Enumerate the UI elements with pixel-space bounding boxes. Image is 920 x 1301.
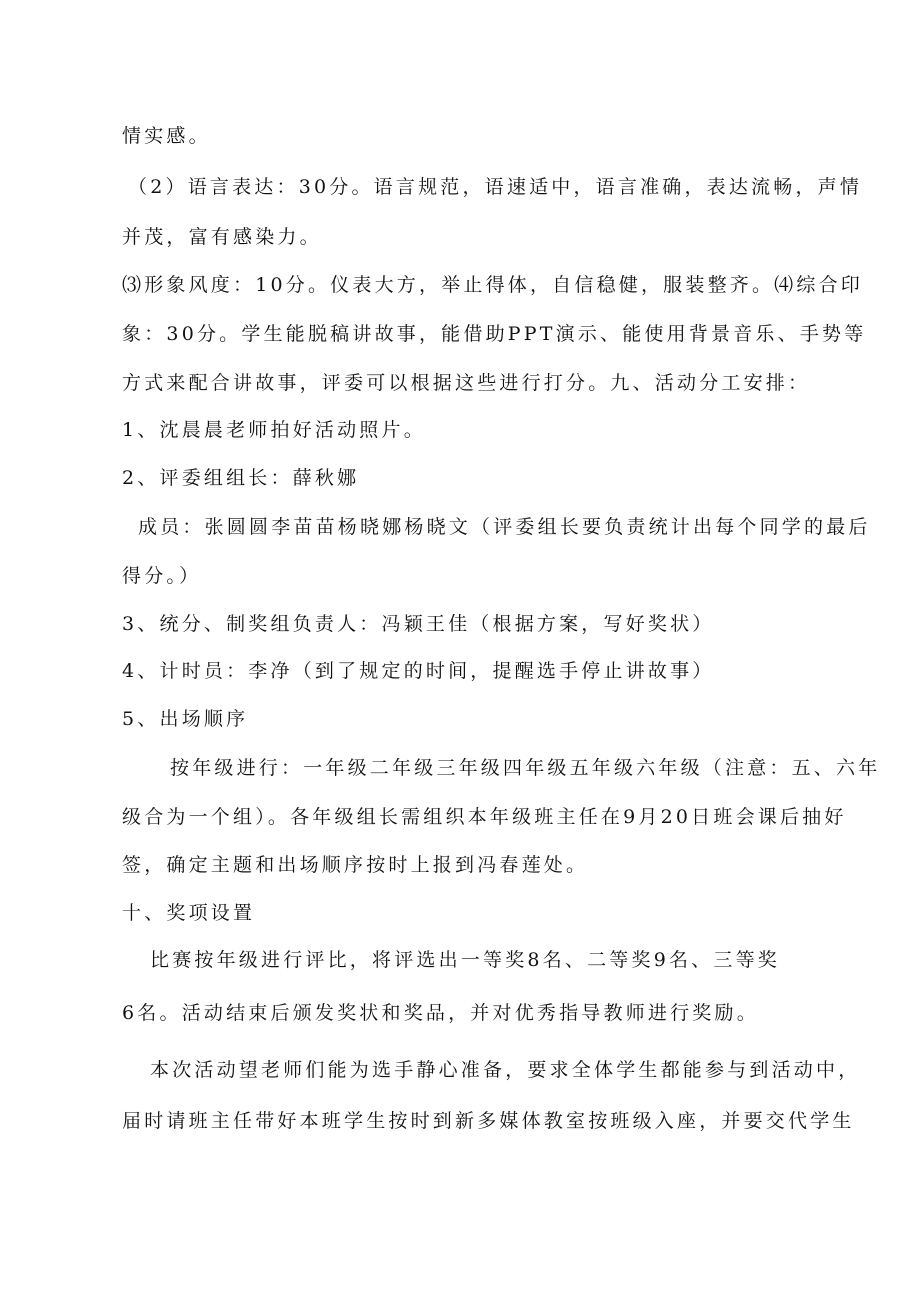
text-line-4: ⑶形象风度：10分。仪表大方，举止得体，自信稳健，服装整齐。⑷综合印: [122, 274, 863, 296]
text-line-16: 签，确定主题和出场顺序按时上报到冯春莲处。: [122, 854, 589, 876]
text-line-18: 比赛按年级进行评比，将评选出一等奖8名、二等奖9名、三等奖: [150, 949, 780, 971]
text-line-12: 4、计时员：李净（到了规定的时间，提醒选手停止讲故事）: [122, 660, 715, 682]
text-line-5: 象：30分。学生能脱稿讲故事，能借助PPT演示、能使用背景音乐、手势等: [122, 323, 867, 345]
text-line-17: 十、奖项设置: [122, 902, 256, 924]
text-line-3: 并茂，富有感染力。: [122, 226, 322, 248]
text-line-19: 6名。活动结束后颁发奖状和奖品，并对优秀指导教师进行奖励。: [122, 1002, 759, 1024]
text-line-9: 成员：张圆圆李苗苗杨晓娜杨晓文（评委组长要负责统计出每个同学的最后: [138, 516, 871, 538]
text-line-20: 本次活动望老师们能为选手静心准备，要求全体学生都能参与到活动中，: [150, 1059, 861, 1081]
text-line-2: （2）语言表达：30分。语言规范，语速适中，语言准确，表达流畅，声情: [128, 176, 863, 198]
text-line-13: 5、出场顺序: [122, 708, 249, 730]
text-line-7: 1、沈晨晨老师拍好活动照片。: [122, 419, 426, 441]
text-line-11: 3、统分、制奖组负责人：冯颖王佳（根据方案，写好奖状）: [122, 613, 715, 635]
text-line-14: 按年级进行：一年级二年级三年级四年级五年级六年级（注意：五、六年: [170, 757, 881, 779]
text-line-1: 情实感。: [122, 125, 211, 147]
text-line-21: 届时请班主任带好本班学生按时到新多媒体教室按班级入座，并要交代学生: [122, 1110, 855, 1132]
text-line-8: 2、评委组组长：薛秋娜: [122, 467, 360, 489]
text-line-10: 得分。）: [122, 565, 202, 587]
text-line-15: 级合为一个组）。各年级组长需组织本年级班主任在9月20日班会课后抽好: [122, 806, 847, 828]
text-line-6: 方式来配合讲故事，评委可以根据这些进行打分。九、活动分工安排：: [122, 372, 811, 394]
